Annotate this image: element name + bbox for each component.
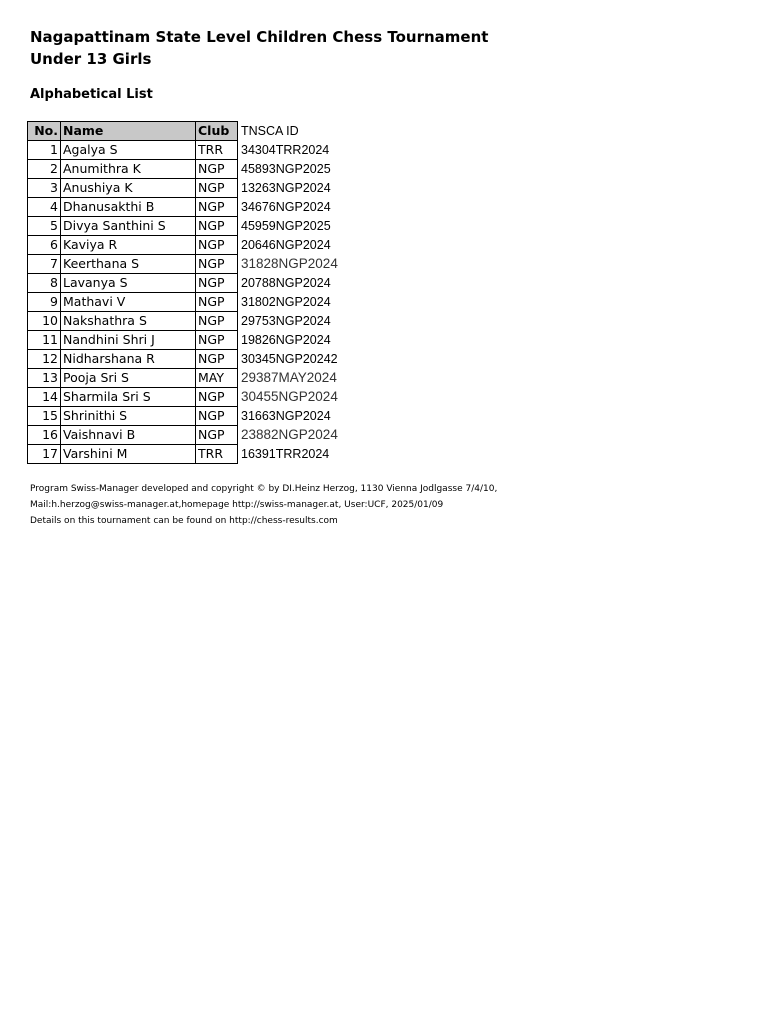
player-tnsca-id: 23882NGP2024 [241,427,338,442]
table-header-row [28,122,364,141]
player-number: 11 [28,331,61,350]
player-club: NGP [196,179,238,198]
player-number: 5 [28,217,61,236]
player-tnsca-id: 16391TRR2024 [241,447,330,461]
player-club: NGP [196,350,238,369]
player-tnsca-id: 19826NGP2024 [241,333,331,347]
player-club: NGP [196,274,238,293]
player-number: 10 [28,312,61,331]
footer-details: Details on this tournament can be found on http://chess-results.com [30,516,338,526]
player-name: Varshini M [61,445,196,464]
player-name: Nakshathra S [61,312,196,331]
player-number: 6 [28,236,61,255]
player-club: NGP [196,293,238,312]
player-name: Divya Santhini S [61,217,196,236]
player-number: 3 [28,179,61,198]
player-tnsca-id: 45893NGP2025 [241,162,331,176]
table-row [28,160,364,179]
table-row [28,217,364,236]
table-row [28,141,364,160]
table-row [28,331,364,350]
player-number: 17 [28,445,61,464]
player-name: Sharmila Sri S [61,388,196,407]
player-name: Agalya S [61,141,196,160]
player-tnsca-id: 13263NGP2024 [241,181,331,195]
list-subtitle: Alphabetical List [30,87,153,102]
table-row [28,350,364,369]
player-name: Shrinithi S [61,407,196,426]
footer [30,481,497,529]
column-header-club: Club [196,122,238,141]
player-tnsca-id: 31802NGP2024 [241,295,331,309]
player-number: 7 [28,255,61,274]
tournament-title [30,26,488,70]
player-club: NGP [196,236,238,255]
player-tnsca-id: 31663NGP2024 [241,409,331,423]
player-club: NGP [196,312,238,331]
player-club: NGP [196,426,238,445]
table-row [28,312,364,331]
player-tnsca-id: 20788NGP2024 [241,276,331,290]
table-body [28,141,364,464]
title-line-2: Under 13 Girls [30,50,152,68]
player-name: Nandhini Shri J [61,331,196,350]
player-club: MAY [196,369,238,388]
table-row [28,236,364,255]
player-number: 13 [28,369,61,388]
player-number: 2 [28,160,61,179]
table-row [28,388,364,407]
player-tnsca-id: 29753NGP2024 [241,314,331,328]
table-row [28,426,364,445]
column-header-name: Name [61,122,196,141]
player-tnsca-id: 31828NGP2024 [241,256,338,271]
player-club: NGP [196,255,238,274]
player-name: Vaishnavi B [61,426,196,445]
player-number: 15 [28,407,61,426]
player-tnsca-id: 45959NGP2025 [241,219,331,233]
player-club: NGP [196,160,238,179]
player-tnsca-id: 29387MAY2024 [241,370,337,385]
column-header-no: No. [28,122,61,141]
player-name: Keerthana S [61,255,196,274]
player-number: 9 [28,293,61,312]
footer-contact: Mail:h.herzog@swiss-manager.at,homepage http://swiss-manager.at, User:UCF, 2025/01/09 [30,500,444,510]
player-club: NGP [196,331,238,350]
player-number: 14 [28,388,61,407]
player-name: Lavanya S [61,274,196,293]
player-name: Pooja Sri S [61,369,196,388]
player-tnsca-id: 20646NGP2024 [241,238,331,252]
table-row [28,179,364,198]
player-tnsca-id: 34676NGP2024 [241,200,331,214]
player-club: NGP [196,217,238,236]
player-number: 8 [28,274,61,293]
table-row [28,293,364,312]
player-name: Mathavi V [61,293,196,312]
title-line-1: Nagapattinam State Level Children Chess Tournament [30,28,489,46]
footer-copyright: Program Swiss-Manager developed and copyright © by DI.Heinz Herzog, 1130 Vienna Jodlgasse 7/4/10, [30,484,498,494]
table-row [28,255,364,274]
player-tnsca-id: 30345NGP20242 [241,352,338,366]
players-table [27,121,364,464]
column-header-tnsca-id: TNSCA ID [241,124,299,138]
player-name: Anushiya K [61,179,196,198]
player-club: NGP [196,407,238,426]
table-row [28,407,364,426]
table-row [28,198,364,217]
player-number: 4 [28,198,61,217]
player-name: Nidharshana R [61,350,196,369]
player-name: Anumithra K [61,160,196,179]
table-row [28,274,364,293]
player-tnsca-id: 30455NGP2024 [241,389,338,404]
player-club: NGP [196,198,238,217]
player-club: TRR [196,445,238,464]
player-number: 1 [28,141,61,160]
player-tnsca-id: 34304TRR2024 [241,143,330,157]
table-row [28,445,364,464]
player-name: Kaviya R [61,236,196,255]
player-club: NGP [196,388,238,407]
player-number: 12 [28,350,61,369]
player-number: 16 [28,426,61,445]
player-name: Dhanusakthi B [61,198,196,217]
player-club: TRR [196,141,238,160]
table-row [28,369,364,388]
